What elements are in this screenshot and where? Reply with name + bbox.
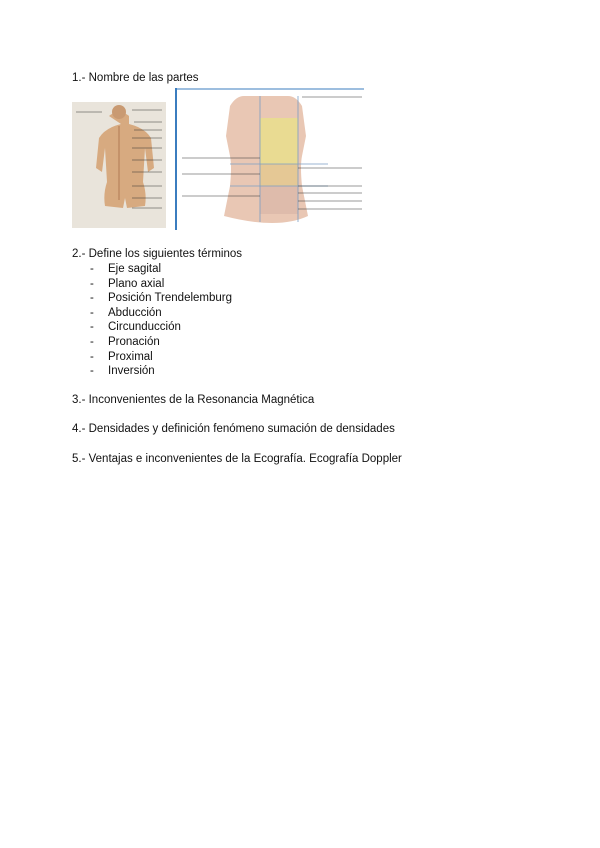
abdomen-regions-figure	[172, 88, 364, 230]
term-label: Pronación	[108, 335, 160, 348]
term-label: Circunducción	[108, 321, 181, 334]
term-label: Abducción	[108, 306, 162, 319]
term-label: Plano axial	[108, 277, 165, 290]
list-item	[90, 364, 232, 379]
list-bullet: -	[90, 350, 94, 363]
list-bullet: -	[90, 306, 94, 319]
list-item	[90, 306, 232, 321]
term-label: Proximal	[108, 350, 153, 363]
list-item	[90, 320, 232, 335]
list-bullet: -	[90, 277, 94, 290]
list-bullet: -	[90, 321, 94, 334]
list-item	[90, 291, 232, 306]
back-anatomy-figure	[72, 102, 166, 228]
list-bullet: -	[90, 292, 94, 305]
term-label: Inversión	[108, 365, 155, 378]
list-bullet: -	[90, 365, 94, 378]
question-3: 3.- Inconvenientes de la Resonancia Magnética	[72, 394, 315, 406]
question-4: 4.- Densidades y definición fenómeno sumación de densidades	[72, 423, 395, 435]
list-bullet: -	[90, 335, 94, 348]
question-2: 2.- Define los siguientes términos	[72, 248, 243, 260]
list-bullet: -	[90, 263, 94, 275]
term-label: Posición Trendelemburg	[108, 292, 233, 305]
list-item	[90, 262, 232, 277]
list-item	[90, 277, 232, 292]
term-label: Eje sagital	[108, 263, 162, 275]
terms-list	[90, 262, 232, 379]
list-item	[90, 335, 232, 350]
question-1: 1.- Nombre de las partes	[72, 72, 199, 84]
list-item	[90, 350, 232, 365]
question-5: 5.- Ventajas e inconvenientes de la Ecografía. Ecografía Doppler	[72, 453, 402, 465]
